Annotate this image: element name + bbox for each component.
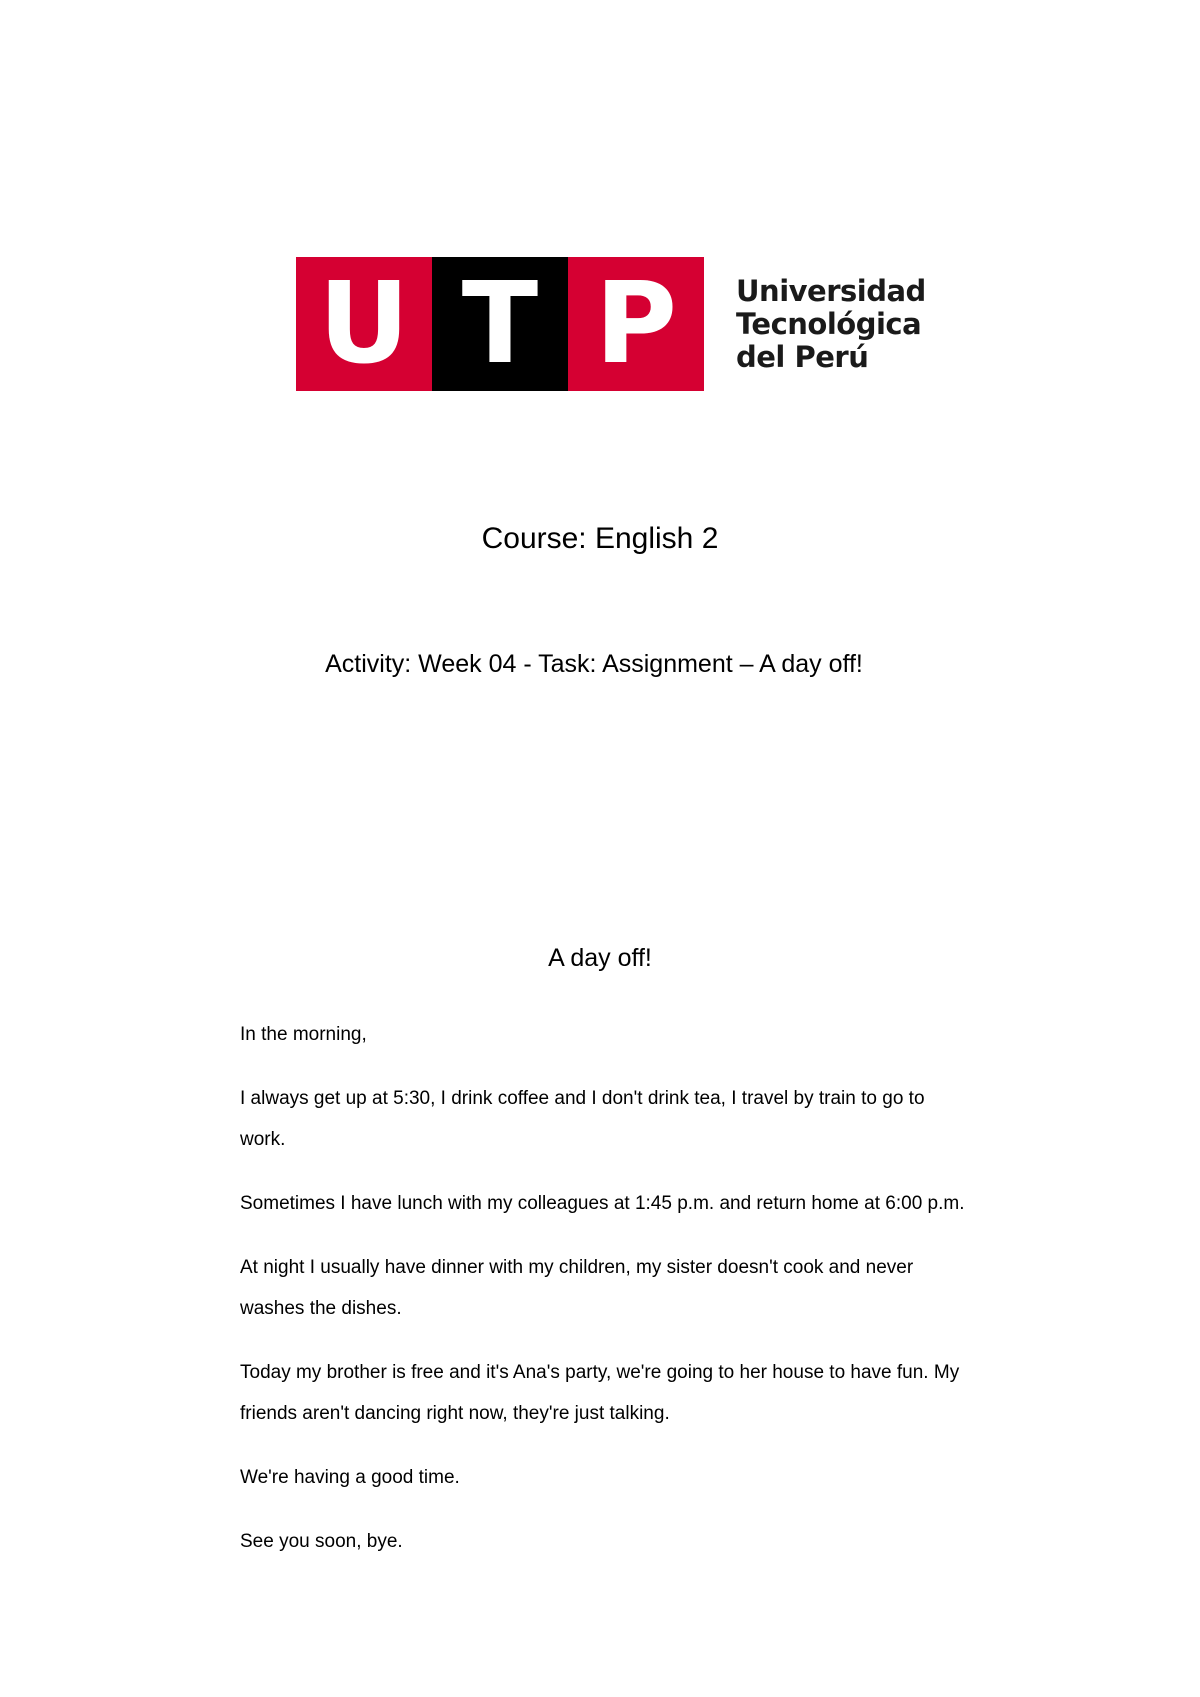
logo-letter-u: U	[296, 257, 432, 391]
course-title: Course: English 2	[481, 522, 719, 555]
logo-name-line-1: Universidad	[736, 273, 926, 308]
essay-paragraph: See you soon, bye.	[240, 1531, 403, 1552]
essay-paragraph: In the morning,	[240, 1024, 367, 1045]
essay-paragraph: We're having a good time.	[240, 1467, 460, 1488]
logo-name-line-3: del Perú	[736, 339, 869, 374]
utp-logo	[296, 257, 926, 391]
logo-letter-p: P	[568, 257, 704, 391]
essay-paragraph: Today my brother is free and it's Ana's party, we're going to her house to have fun. My friends aren't dancing right now, they're just talking.	[240, 1362, 960, 1424]
essay-body	[240, 1014, 975, 1585]
logo-name-line-2: Tecnológica	[736, 306, 922, 341]
logo-letter-t: T	[432, 257, 568, 391]
essay-paragraph: At night I usually have dinner with my children, my sister doesn't cook and never washes the dishes.	[240, 1257, 914, 1319]
essay-title: A day off!	[548, 944, 652, 972]
essay-paragraph: Sometimes I have lunch with my colleagues at 1:45 p.m. and return home at 6:00 p.m.	[240, 1193, 965, 1214]
logo-letter-blocks	[296, 257, 704, 391]
activity-title: Activity: Week 04 - Task: Assignment – A day off!	[325, 650, 863, 678]
logo-university-name	[736, 275, 926, 374]
essay-paragraph: I always get up at 5:30, I drink coffee and I don't drink tea, I travel by train to go to work.	[240, 1088, 925, 1150]
